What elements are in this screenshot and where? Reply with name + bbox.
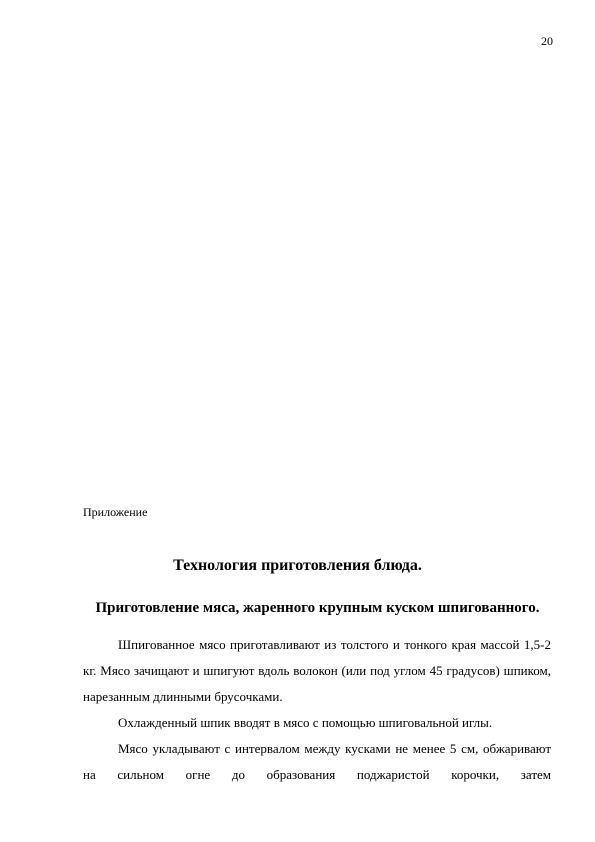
paragraph: Шпигованное мясо приготавливают из толстого и тонкого края массой 1,5-2 кг. Мясо зачищают и шпигуют вдоль волокон (или под углом 45 градусов) шпиком, нарезанным длинными брусочками. <box>83 637 551 704</box>
recipe-subtitle: Приготовление мяса, жаренного крупным куском шпигованного. <box>95 600 540 616</box>
document-title: Технология приготовления блюда. <box>173 557 422 574</box>
paragraph: Мясо укладывают с интервалом между кусками не менее 5 см, обжаривают на сильном огне до образования поджаристой корочки, затем <box>83 741 551 782</box>
body-text <box>83 632 551 788</box>
paragraph: Охлажденный шпик вводят в мясо с помощью шпиговальной иглы. <box>118 715 493 730</box>
page-number: 20 <box>541 34 553 48</box>
appendix-label: Приложение <box>83 505 148 519</box>
